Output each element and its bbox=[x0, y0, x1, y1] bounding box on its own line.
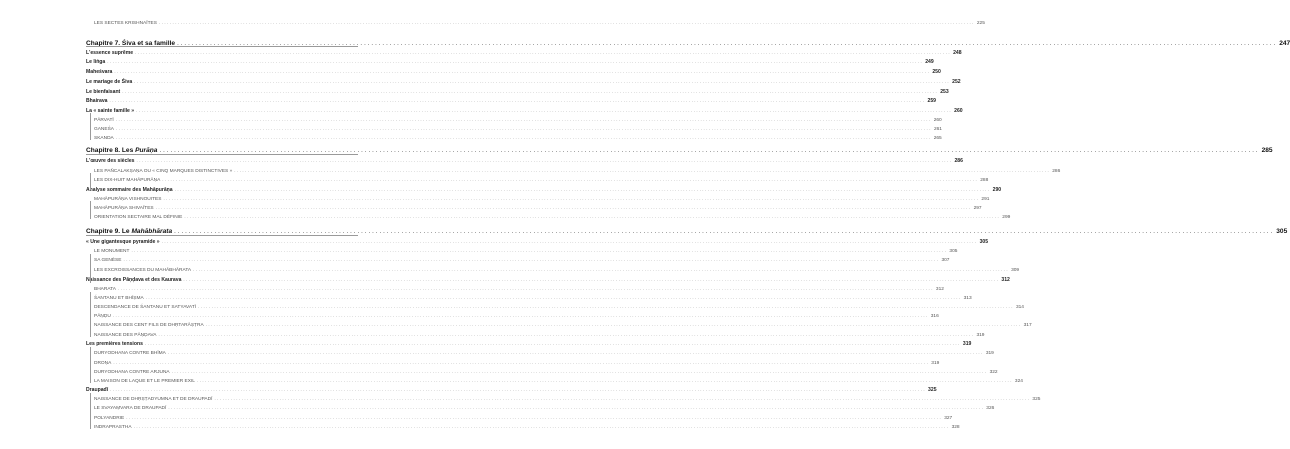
dot-leader: ............................................................................................................................................................................................................................................................................................................ bbox=[136, 108, 953, 113]
chapter-title: Purāṇa bbox=[135, 147, 158, 154]
dot-leader: ............................................................................................................................................................................................................................................................................................................ bbox=[115, 117, 932, 122]
toc-section-entry bbox=[86, 341, 972, 347]
vertical-rule bbox=[90, 173, 91, 190]
dot-leader: ............................................................................................................................................................................................................................................................................................................ bbox=[131, 248, 948, 253]
page-number: 324 bbox=[1014, 379, 1023, 384]
toc-subsection-entry bbox=[94, 257, 950, 264]
dot-leader: ............................................................................................................................................................................................................................................................................................................ bbox=[136, 158, 953, 163]
page-number: 312 bbox=[1001, 277, 1010, 283]
toc-entry-label: Draupadī bbox=[86, 387, 109, 393]
page-number: 322 bbox=[989, 370, 998, 375]
dot-leader: ............................................................................................................................................................................................................................................................................................................ bbox=[117, 286, 934, 291]
dot-leader: ............................................................................................................................................................................................................................................................................................................ bbox=[134, 79, 951, 84]
toc-subsection-entry bbox=[94, 313, 939, 320]
toc-section-entry bbox=[86, 50, 962, 56]
toc-subsection-entry bbox=[94, 205, 982, 212]
toc-entry-label: L'œuvre des siècles bbox=[86, 158, 135, 164]
dot-leader: ............................................................................................................................................................................................................................................................................................................ bbox=[122, 89, 939, 94]
dot-leader: ............................................................................................................................................................................................................................................................................................................ bbox=[205, 322, 1022, 327]
chapter-title: Mahābhārata bbox=[131, 228, 173, 235]
dot-leader: ............................................................................................................................................................................................................................................................................................................ bbox=[174, 187, 991, 192]
dot-leader: ............................................................................................................................................................................................................................................................................................................ bbox=[107, 59, 924, 64]
page-number: 225 bbox=[976, 21, 985, 26]
dot-leader: ............................................................................................................................................................................................................................................................................................................ bbox=[214, 396, 1031, 401]
page-number: 259 bbox=[927, 98, 936, 104]
page-number: 316 bbox=[930, 314, 939, 319]
toc-entry-label: DURYODHANA CONTRE BHĪMA bbox=[94, 351, 166, 356]
toc-subsection-entry bbox=[94, 248, 958, 255]
page-number: 307 bbox=[941, 258, 950, 263]
page-number: 261 bbox=[933, 127, 942, 132]
toc-subsection-entry bbox=[94, 350, 994, 357]
toc-section-entry bbox=[86, 69, 941, 75]
page-number: 247 bbox=[1279, 40, 1290, 47]
vertical-rule bbox=[90, 347, 91, 383]
toc-entry-label: Bhairava bbox=[86, 98, 108, 104]
dot-leader: ............................................................................................................................................................................................................................................................................................................ bbox=[133, 424, 950, 429]
toc-section-entry bbox=[86, 79, 961, 85]
dot-leader: ............................................................................................................................................................................................................................................................................................................ bbox=[158, 332, 975, 337]
toc-entry-label: La « sainte famille » bbox=[86, 108, 135, 114]
page-number: 248 bbox=[953, 50, 962, 56]
page-number: 305 bbox=[949, 249, 958, 254]
toc-entry-label: NAISSANCE DES CENT FILS DE DHṚTARĀṢṬRA bbox=[94, 323, 204, 328]
horizontal-rule bbox=[86, 46, 358, 47]
toc-entry-label: LA MAISON DE LAQUE ET LE PREMIER EXIL bbox=[94, 379, 195, 384]
page-number: 314 bbox=[1015, 305, 1024, 310]
page-number: 253 bbox=[940, 89, 949, 95]
toc-entry-label: INDRAPRASTHA bbox=[94, 425, 132, 430]
toc-entry-label: SA GENÈSE bbox=[94, 258, 122, 263]
toc-entry-label: « Une gigantesque pyramide » bbox=[86, 239, 160, 245]
page-number: 319 bbox=[985, 351, 994, 356]
page-number: 265 bbox=[933, 136, 942, 141]
vertical-rule bbox=[90, 113, 91, 140]
vertical-rule bbox=[90, 292, 91, 337]
page-number: 325 bbox=[1032, 397, 1041, 402]
toc-section-entry bbox=[86, 387, 937, 393]
toc-entry-label: SKANDA bbox=[94, 136, 114, 141]
toc-entry-label: ŚANTANU ET BHĪṢMA bbox=[94, 296, 144, 301]
toc-entry-label: L'essence suprême bbox=[86, 50, 134, 56]
dot-leader: ............................................................................................................................................................................................................................................................................................................ bbox=[193, 267, 1010, 272]
toc-entry-label: LES PAÑCALAKṢAṆA OU « CINQ MARQUES DISTINCTIVES » bbox=[94, 169, 233, 174]
chapter-prefix: Chapitre 9. Le bbox=[86, 228, 132, 235]
dot-leader: ............................................................................................................................................................................................................................................................................................................ bbox=[168, 405, 985, 410]
toc-entry-label: BHARATA bbox=[94, 287, 116, 292]
vertical-rule bbox=[90, 201, 91, 219]
page-number: 319 bbox=[962, 341, 972, 347]
chapter-title: Śiva et sa famille bbox=[121, 40, 176, 47]
page-number: 317 bbox=[1023, 323, 1032, 328]
toc-section-entry bbox=[86, 98, 936, 104]
page-number: 325 bbox=[928, 387, 937, 393]
dot-leader: ............................................................................................................................................................................................................................................................................................................ bbox=[167, 350, 984, 355]
dot-leader: ............................................................................................................................................................................................................................................................................................................ bbox=[113, 360, 930, 365]
toc-subsection-entry bbox=[94, 304, 1024, 311]
toc-subsection-entry bbox=[94, 378, 1023, 385]
toc-subsection-entry bbox=[94, 168, 1061, 175]
toc-subsection-entry bbox=[94, 20, 985, 27]
dot-leader: ............................................................................................................................................................................................................................................................................................................ bbox=[184, 214, 1001, 219]
page-number: 288 bbox=[980, 178, 989, 183]
toc-entry-label: ORIENTATION SECTAIRE MAL DÉFINIE bbox=[94, 215, 183, 220]
toc-entry-label: Le liṅga bbox=[86, 59, 106, 65]
page-number: 313 bbox=[963, 296, 972, 301]
toc-entry-label: Maheśvara bbox=[86, 69, 113, 75]
toc-subsection-entry bbox=[94, 396, 1041, 403]
toc-subsection-entry bbox=[94, 177, 989, 184]
page-number: 291 bbox=[981, 197, 990, 202]
dot-leader: ............................................................................................................................................................................................................................................................................................................ bbox=[123, 257, 940, 262]
toc-entry-label: PĀṆḌU bbox=[94, 314, 111, 319]
page-number: 326 bbox=[986, 406, 995, 411]
toc-subsection-entry bbox=[94, 117, 942, 124]
page-number: 290 bbox=[992, 187, 1002, 193]
dot-leader: ............................................................................................................................................................................................................................................................................................................ bbox=[234, 168, 1051, 173]
toc-entry-label: Le bienfaisant bbox=[86, 89, 121, 95]
page-number: 312 bbox=[935, 287, 944, 292]
page-number: 285 bbox=[1261, 147, 1273, 154]
toc-entry-label: Analyse sommaire des Mahāpurāṇa bbox=[86, 187, 173, 193]
toc-entry-label: DROṆA bbox=[94, 361, 112, 366]
toc-entry-label: MAHĀPURĀṆA SHIVAÏTES bbox=[94, 206, 154, 211]
toc-section-entry bbox=[86, 108, 963, 114]
horizontal-rule bbox=[86, 154, 358, 155]
chapter-prefix: Chapitre 7. bbox=[86, 40, 122, 47]
horizontal-rule bbox=[86, 235, 358, 236]
toc-section-entry bbox=[86, 59, 934, 65]
dot-leader: ............................................................................................................................................................................................................................................................................................................ bbox=[198, 304, 1014, 309]
page-number: 297 bbox=[973, 206, 982, 211]
toc-subsection-entry bbox=[94, 332, 985, 339]
dot-leader: ............................................................................................................................................................................................................................................................................................................ bbox=[115, 135, 932, 140]
dot-leader: ............................................................................................................................................................................................................................................................................................................ bbox=[159, 148, 1260, 154]
page-number: 309 bbox=[1011, 268, 1020, 273]
toc-entry-label: NAISSANCE DE DHṚṢṬADYUMNA ET DE DRAUPADĪ bbox=[94, 397, 213, 402]
toc-entry-label: LE MONUMENT bbox=[94, 249, 130, 254]
page-number: 327 bbox=[944, 416, 953, 421]
toc-entry-label: POLYANDRIE bbox=[94, 416, 125, 421]
toc-section-entry bbox=[86, 239, 989, 245]
toc-entry-label: Naissance des Pāṇḍava et des Kaurava bbox=[86, 277, 182, 283]
dot-leader: ............................................................................................................................................................................................................................................................................................................ bbox=[126, 415, 943, 420]
dot-leader: ............................................................................................................................................................................................................................................................................................................ bbox=[162, 177, 979, 182]
toc-entry-label: LES SECTES KRISHNAÏTES bbox=[94, 21, 157, 26]
page-number: 250 bbox=[932, 69, 941, 75]
dot-leader: ............................................................................................................................................................................................................................................................................................................ bbox=[158, 20, 975, 25]
dot-leader: ............................................................................................................................................................................................................................................................................................................ bbox=[161, 239, 978, 244]
page-number: 305 bbox=[1276, 228, 1288, 235]
toc-subsection-entry bbox=[94, 214, 1011, 221]
toc-subsection-entry bbox=[94, 360, 940, 367]
toc-subsection-entry bbox=[94, 126, 942, 133]
toc-section-entry bbox=[86, 89, 949, 95]
dot-leader: ............................................................................................................................................................................................................................................................................................................ bbox=[110, 387, 927, 392]
dot-leader: ............................................................................................................................................................................................................................................................................................................ bbox=[155, 205, 972, 210]
toc-entry-label: DESCENDANCE DE ŚANTANU ET SATYAVATĪ bbox=[94, 305, 196, 310]
page-number: 299 bbox=[1002, 215, 1011, 220]
toc-section-entry bbox=[86, 158, 963, 164]
vertical-rule bbox=[90, 254, 91, 283]
toc-subsection-entry bbox=[94, 295, 972, 302]
page-number: 319 bbox=[976, 333, 985, 338]
dot-leader: ............................................................................................................................................................................................................................................................................................................ bbox=[183, 277, 1000, 282]
page-number: 319 bbox=[931, 361, 940, 366]
chapter-prefix: Chapitre 8. Les bbox=[86, 147, 136, 154]
toc-subsection-entry bbox=[94, 322, 1032, 329]
toc-entry-label: LES EXCROISSANCES DU MAHĀBHĀRATA bbox=[94, 268, 192, 273]
dot-leader: ............................................................................................................................................................................................................................................................................................................ bbox=[144, 341, 961, 346]
toc-subsection-entry bbox=[94, 286, 944, 293]
toc-entry-label: MAHĀPURĀṆA VISHNOUITES bbox=[94, 197, 162, 202]
dot-leader: ............................................................................................................................................................................................................................................................................................................ bbox=[109, 98, 926, 103]
dot-leader: ............................................................................................................................................................................................................................................................................................................ bbox=[145, 295, 962, 300]
toc-entry-label: Le mariage de Śiva bbox=[86, 79, 133, 85]
toc-section-entry bbox=[86, 187, 1002, 193]
toc-entry-label: LES DIX-HUIT MAHĀPURĀṆA bbox=[94, 178, 161, 183]
toc-subsection-entry bbox=[94, 369, 998, 376]
toc-entry-label: NAISSANCE DES PĀṆḌAVA bbox=[94, 333, 157, 338]
dot-leader: ............................................................................................................................................................................................................................................................................................................ bbox=[171, 369, 988, 374]
toc-entry-label: LE SVAYAṂVARA DE DRAUPADĪ bbox=[94, 406, 167, 411]
toc-subsection-entry bbox=[94, 424, 960, 431]
dot-leader: ............................................................................................................................................................................................................................................................................................................ bbox=[196, 378, 1013, 383]
page-number: 286 bbox=[1052, 169, 1061, 174]
dot-leader: ............................................................................................................................................................................................................................................................................................................ bbox=[163, 196, 980, 201]
page-number: 252 bbox=[952, 79, 961, 85]
toc-subsection-entry bbox=[94, 135, 942, 142]
toc-section-entry bbox=[86, 277, 1010, 283]
toc-subsection-entry bbox=[94, 196, 990, 203]
toc-subsection-entry bbox=[94, 267, 1020, 274]
dot-leader: ............................................................................................................................................................................................................................................................................................................ bbox=[112, 313, 929, 318]
dot-leader: ............................................................................................................................................................................................................................................................................................................ bbox=[114, 69, 931, 74]
toc-subsection-entry bbox=[94, 415, 953, 422]
page-number: 328 bbox=[951, 425, 960, 430]
toc-entry-label: GANEŚA bbox=[94, 127, 114, 132]
toc-entry-label: PĀRVATĪ bbox=[94, 118, 114, 123]
page-number: 305 bbox=[979, 239, 989, 245]
dot-leader: ............................................................................................................................................................................................................................................................................................................ bbox=[116, 126, 932, 131]
toc-entry-label: Les premières tensions bbox=[86, 341, 143, 347]
dot-leader: ............................................................................................................................................................................................................................................................................................................ bbox=[177, 41, 1278, 47]
dot-leader: ............................................................................................................................................................................................................................................................................................................ bbox=[174, 229, 1275, 235]
page-number: 249 bbox=[925, 59, 934, 65]
page-number: 260 bbox=[954, 108, 963, 114]
page-number: 260 bbox=[933, 118, 942, 123]
page-number: 286 bbox=[954, 158, 963, 164]
dot-leader: ............................................................................................................................................................................................................................................................................................................ bbox=[135, 50, 952, 55]
vertical-rule bbox=[90, 393, 91, 429]
toc-entry-label: DURYODHANA CONTRE ARJUNA bbox=[94, 370, 170, 375]
toc-subsection-entry bbox=[94, 405, 995, 412]
